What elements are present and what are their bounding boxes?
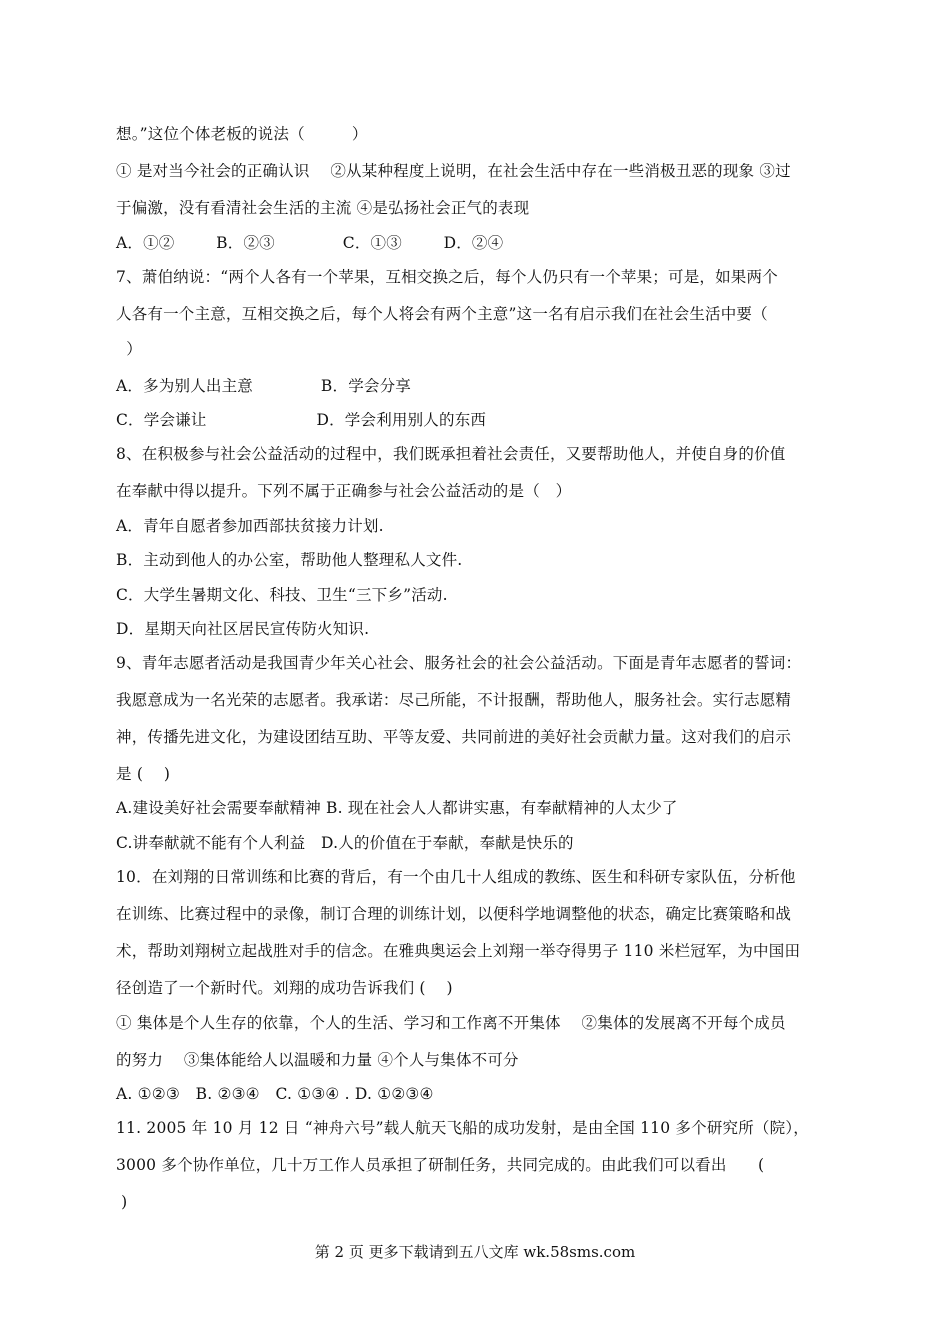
option-line: B．主动到他人的办公室，帮助他人整理私人文件. <box>116 551 463 569</box>
question-9: 9、青年志愿者活动是我国青少年关心社会、服务社会的社会公益活动。下面是青年志愿者的誓词： <box>116 654 802 672</box>
option-line: A．①② B．②③ C．①③ D．②④ <box>116 234 504 252</box>
text-line: 的努力 ③集体能给人以温暖和力量 ④个人与集体不可分 <box>116 1051 519 1069</box>
question-7: 7、萧伯纳说：“两个人各有一个苹果，互相交换之后，每个人仍只有一个苹果；可是，如果两个 <box>116 268 778 286</box>
text-line: 在奉献中得以提升。下列不属于正确参与社会公益活动的是（ ） <box>116 482 572 500</box>
text-line: 于偏激，没有看清社会生活的主流 ④是弘扬社会正气的表现 <box>116 199 530 217</box>
text-line: 径创造了一个新时代。刘翔的成功告诉我们 ( ) <box>116 979 453 997</box>
question-11: 11. 2005 年 10 月 12 日 “神舟六号”载人航天飞船的成功发射，是由全国 110 多个研究所（院）， <box>116 1119 809 1137</box>
question-8: 8、在积极参与社会公益活动的过程中，我们既承担着社会责任，又要帮助他人，并使自身的价值 <box>116 445 786 463</box>
text-line: 人各有一个主意，互相交换之后，每个人将会有两个主意”这一名有启示我们在社会生活中要（ <box>116 305 768 323</box>
text-line: 在训练、比赛过程中的录像，制订合理的训练计划，以便科学地调整他的状态，确定比赛策略和战 <box>116 905 792 923</box>
text-line: 想。”这位个体老板的说法（ ） <box>116 125 368 143</box>
text-line: ① 是对当今社会的正确认识 ②从某种程度上说明，在社会生活中存在一些消极丑恶的现象 ③过 <box>116 162 791 180</box>
option-line: C.讲奉献就不能有个人利益 D.人的价值在于奉献，奉献是快乐的 <box>116 834 574 852</box>
text-line: ） <box>116 340 142 358</box>
text-line: 术，帮助刘翔树立起战胜对手的信念。在雅典奥运会上刘翔一举夺得男子 110 米栏冠军，为中国田 <box>116 942 801 960</box>
option-line: A.建设美好社会需要奉献精神 B. 现在社会人人都讲实惠，有奉献精神的人太少了 <box>116 799 678 817</box>
text-line: 神，传播先进文化，为建设团结互助、平等友爱、共同前进的美好社会贡献力量。这对我们的启示 <box>116 728 792 746</box>
option-line: C．学会谦让 D．学会利用别人的东西 <box>116 411 487 429</box>
text-line: 是 ( ) <box>116 765 171 783</box>
option-line: D．星期天向社区居民宣传防火知识. <box>116 620 370 638</box>
text-line: 3000 多个协作单位，几十万工作人员承担了研制任务，共同完成的。由此我们可以看出 ( <box>116 1156 765 1174</box>
option-line: A．青年自愿者参加西部扶贫接力计划. <box>116 517 384 535</box>
option-line: C．大学生暑期文化、科技、卫生“三下乡”活动. <box>116 586 448 604</box>
question-10: 10．在刘翔的日常训练和比赛的背后，有一个由几十人组成的教练、医生和科研专家队伍，分析他 <box>116 868 796 886</box>
text-line: 我愿意成为一名光荣的志愿者。我承诺：尽己所能，不计报酬，帮助他人，服务社会。实行志愿精 <box>116 691 792 709</box>
option-line: A. ①②③ B. ②③④ C. ①③④ . D. ①②③④ <box>116 1085 434 1103</box>
page-footer: 第 2 页 更多下载请到五八文库 wk.58sms.com <box>314 1243 636 1261</box>
text-line: ① 集体是个人生存的依靠，个人的生活、学习和工作离不开集体 ②集体的发展离不开每个成员 <box>116 1014 786 1032</box>
text-line: ) <box>116 1193 128 1211</box>
option-line: A．多为别人出主意 B．学会分享 <box>116 377 412 395</box>
